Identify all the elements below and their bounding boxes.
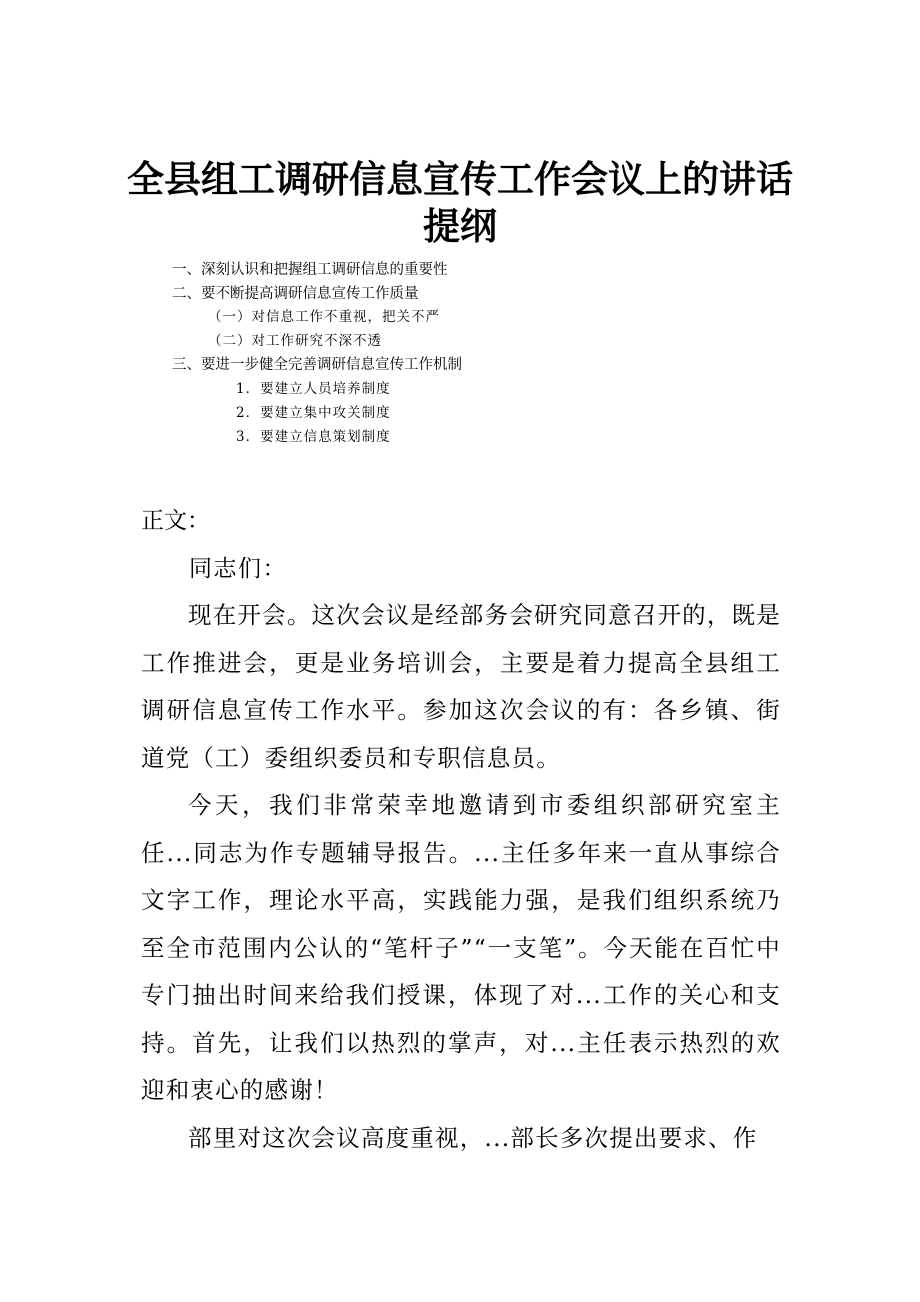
outline-item-3-3: 3．要建立信息策划制度 <box>236 429 391 445</box>
outline-item-3-1: 1．要建立人员培养制度 <box>236 381 391 397</box>
salutation: 同志们： <box>189 556 287 582</box>
body-label: 正文： <box>141 508 210 534</box>
outline-item-2-2: （二）对工作研究不深不透 <box>208 333 382 349</box>
outline-section-1: 一、深刻认识和把握组工调研信息的重要性 <box>172 262 448 278</box>
outline-section-3: 三、要进一步健全完善调研信息宣传工作机制 <box>172 357 462 373</box>
paragraph-2: 今天，我们非常荣幸地邀请到市委组织部研究室主任...同志为作专题辅导报告。...主任多年来一直从事综合文字工作，理论水平高，实践能力强，是我们组织系统乃至全市范围内公认的“笔杆子”“一支笔”。今天能在百忙中专门抽出时间来给我们授课，体现了对...工作的关心和支持。首先，让我们以热烈的掌声，对...主任表示热烈的欢迎和衷心的感谢！ <box>141 791 781 1104</box>
document-title-continued: 提纲 <box>423 204 497 248</box>
document-title: 全县组工调研信息宣传工作会议上的讲话 <box>127 157 793 201</box>
paragraph-1: 现在开会。这次会议是经部务会研究同意召开的，既是工作推进会，更是业务培训会，主要是着力提高全县组工调研信息宣传工作水平。参加这次会议的有：各乡镇、街道党（工）委组织委员和专职信息员。 <box>141 601 781 772</box>
outline-item-3-2: 2．要建立集中攻关制度 <box>236 405 391 421</box>
paragraph-3: 部里对这次会议高度重视，...部长多次提出要求、作 <box>188 1124 758 1152</box>
outline-item-2-1: （一）对信息工作不重视，把关不严 <box>208 309 440 325</box>
outline-section-2: 二、要不断提高调研信息宣传工作质量 <box>172 286 419 302</box>
